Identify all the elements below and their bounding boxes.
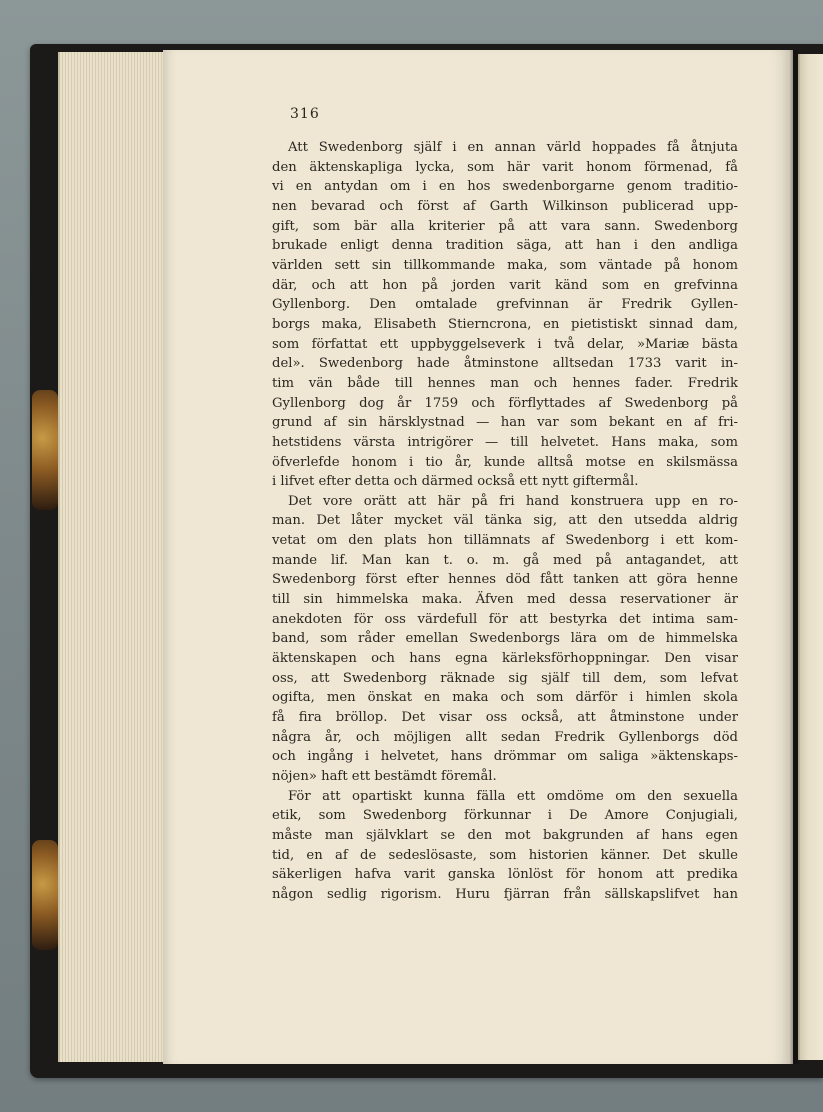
text-line: nen bevarad och först af Garth Wilkinson publicerad upp- [272, 198, 738, 214]
text-line: och ingång i helvetet, hans drömmar om saliga »äktenskaps- [272, 749, 738, 765]
text-line: den äktenskapliga lycka, som här varit honom förmenad, få [272, 159, 738, 175]
text-line: tim vän både till hennes man och hennes fader. Fredrik [272, 375, 738, 391]
text-line: etik, som Swedenborg förkunnar i De Amore Conjugiali, [272, 808, 738, 824]
text-line: någon sedlig rigorism. Huru fjärran från sällskapslifvet han [272, 886, 738, 902]
text-line: gift, som bär alla kriterier på att vara sann. Swedenborg [272, 218, 738, 234]
text-line: världen sett sin tillkommande maka, som väntade på honom [272, 257, 738, 273]
text-line: nöjen» haft ett bestämdt föremål. [272, 769, 497, 784]
cover-edge-pattern-bottom [32, 840, 58, 950]
text-line: borgs maka, Elisabeth Stierncrona, en pietistiskt sinnad dam, [272, 316, 738, 332]
text-line: Det vore orätt att här på fri hand konstruera upp en ro- [288, 493, 738, 509]
page-number: 316 [290, 106, 320, 122]
cover-edge-pattern-top [32, 390, 58, 510]
text-line: mande lif. Man kan t. o. m. gå med på antagandet, att [272, 552, 738, 568]
text-line: till sin himmelska maka. Äfven med dessa reservationer är [272, 592, 738, 608]
text-line: äktenskapen och hans egna kärleksförhoppningar. Den visar [272, 651, 738, 667]
text-line: Gyllenborg. Den omtalade grefvinnan är Fredrik Gyllen- [272, 297, 738, 313]
page-edges [58, 52, 166, 1062]
text-line: tid, en af de sedeslösaste, som historien känner. Det skulle [272, 847, 738, 863]
facing-page-edge [798, 54, 823, 1060]
text-line: få fira bröllop. Det visar oss också, att åtminstone under [272, 710, 738, 726]
text-line: oss, att Swedenborg räknade sig själf till dem, som lefvat [272, 670, 738, 686]
text-line: För att opartiskt kunna fälla ett omdöme om den sexuella [288, 788, 738, 804]
text-line: öfverlefde honom i tio år, kunde alltså motse en skilsmässa [272, 454, 738, 470]
text-line: ogifta, men önskat en maka och som därför i himlen skola [272, 690, 738, 706]
text-line: vetat om den plats hon tillämnats af Swedenborg i ett kom- [272, 533, 738, 549]
text-line: Gyllenborg dog år 1759 och förflyttades af Swedenborg på [272, 395, 738, 411]
text-line: man. Det låter mycket väl tänka sig, att den utsedda aldrig [272, 513, 738, 529]
text-line: i lifvet efter detta och därmed också ett nytt giftermål. [272, 474, 639, 490]
text-line: hetstidens värsta intrigörer — till helvetet. Hans maka, som [272, 434, 738, 450]
text-line: del». Swedenborg hade åtminstone alltsedan 1733 varit in- [272, 356, 738, 372]
text-line: några år, och möjligen allt sedan Fredrik Gyllenborgs död [272, 729, 738, 745]
text-line: band, som råder emellan Swedenborgs lära om de himmelska [272, 631, 738, 647]
text-line: säkerligen hafva varit ganska lönlöst för honom att predika [272, 867, 738, 883]
text-line: anekdoten för oss värdefull för att bestyrka det intima sam- [272, 611, 738, 627]
book-gutter [790, 50, 800, 1064]
text-line: måste man självklart se den mot bakgrunden af hans egen [272, 827, 738, 843]
body-text [272, 138, 738, 905]
text-line: grund af sin härsklystnad — han var som bekant en af fri- [272, 415, 738, 431]
text-line: där, och att hon på jorden varit känd som en grefvinna [272, 277, 738, 293]
text-line: brukade enligt denna tradition säga, att han i den andliga [272, 238, 738, 254]
text-line: vi en antydan om i en hos swedenborgarne genom traditio- [272, 179, 738, 195]
text-line: Att Swedenborg själf i en annan värld hoppades få åtnjuta [288, 140, 738, 155]
text-line: Swedenborg först efter hennes död fått tanken att göra henne [272, 572, 738, 588]
text-line: som författat ett uppbyggelseverk i två delar, »Mariæ bästa [272, 336, 738, 352]
